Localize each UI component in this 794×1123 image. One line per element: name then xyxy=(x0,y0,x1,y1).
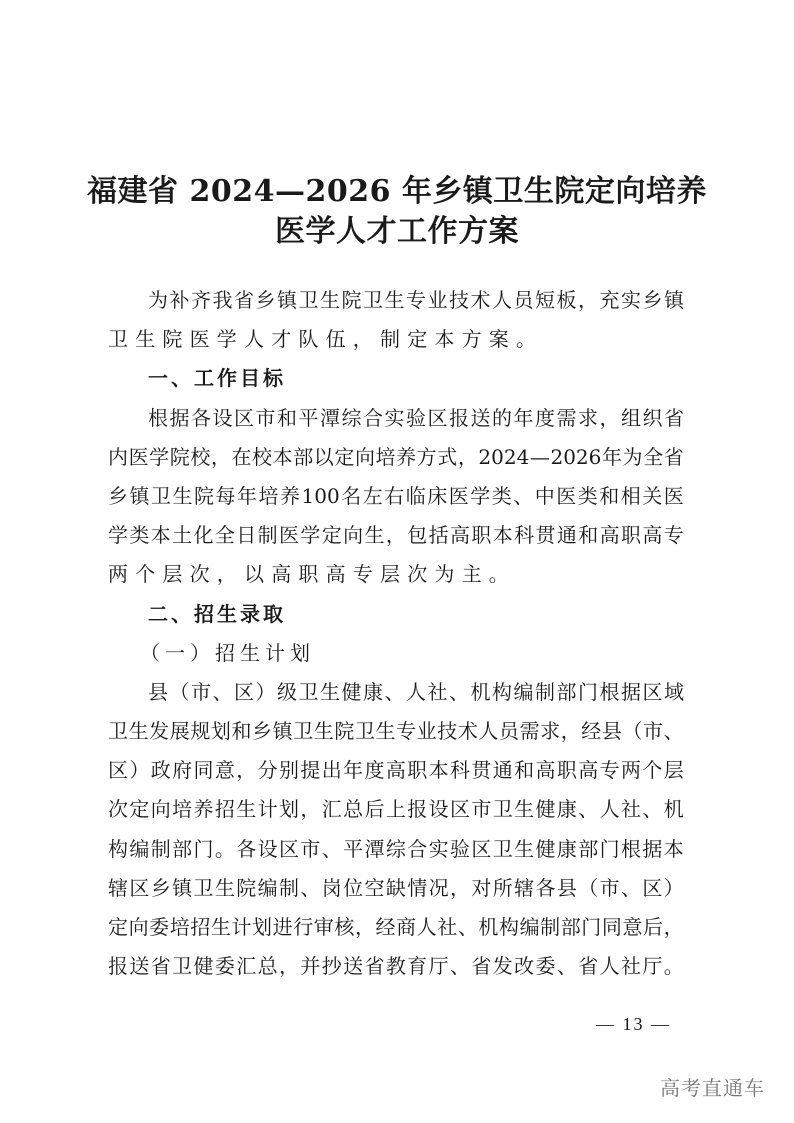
paragraph-line: 乡 镇 卫 生 院 每 年 培 养 100 名 左 右 临 床 医 学 类 、 中 医 类 和 相 关 医 xyxy=(108,483,684,508)
paragraph-line: 构 编 制 部 门 。 各 设 区 市 、 平 潭 综 合 实 验 区 卫 生 健 康 部 门 根 据 本 xyxy=(108,836,684,861)
section-heading-admission: 二、招生录取 xyxy=(148,601,286,626)
page-number: — 13 — xyxy=(596,1014,671,1034)
document-title-line-1: 福建省 2024—2026 年乡镇卫生院定向培养 xyxy=(87,174,707,209)
document-title-line-2: 医学人才工作方案 xyxy=(275,214,519,249)
paragraph-line: 县 （ 市 、 区 ） 级 卫 生 健 康 、 人 社 、 机 构 编 制 部 门 根 据 区 域 xyxy=(148,679,684,704)
paragraph-line: 两个层次，以高职高专层次为主。 xyxy=(108,562,516,587)
intro-line: 卫生院医学人才队伍，制定本方案。 xyxy=(108,327,544,352)
paragraph-line: 定 向 委 培 招 生 计 划 进 行 审 核 ， 经 商 人 社 、 机 构 编 制 部 门 同 意 后 ， xyxy=(108,915,684,939)
paragraph-line: 卫 生 发 展 规 划 和 乡 镇 卫 生 院 卫 生 专 业 技 术 人 员 需 求 ， 经 县 （ 市 、 xyxy=(108,719,684,744)
paragraph-line: 学 类 本 土 化 全 日 制 医 学 定 向 生 ， 包 括 高 职 本 科 贯 通 和 高 职 高 专 xyxy=(108,523,684,548)
paragraph-line: 内 医 学 院 校 ， 在 校 本 部 以 定 向 培 养 方 式 ， 2024 — 2026 年 为 全 省 xyxy=(108,444,684,469)
document-body xyxy=(108,284,684,989)
paragraph-line: 次 定 向 培 养 招 生 计 划 ， 汇 总 后 上 报 设 区 市 卫 生 健 康 、 人 社 、 机 xyxy=(108,797,684,822)
paragraph-line: 报 送 省 卫 健 委 汇 总 ， 并 抄 送 省 教 育 厅 、 省 发 改 委 、 省 人 社 厅 。 xyxy=(108,954,684,979)
section-heading-goals: 一、工作目标 xyxy=(148,366,286,391)
intro-line: 为 补 齐 我 省 乡 镇 卫 生 院 卫 生 专 业 技 术 人 员 短 板 ， 充 实 乡 镇 xyxy=(148,288,684,312)
paragraph-line: 区 ） 政 府 同 意 ， 分 别 提 出 年 度 高 职 本 科 贯 通 和 高 职 高 专 两 个 层 xyxy=(108,758,684,783)
watermark: 高考直通车 xyxy=(660,1076,765,1100)
paragraph-line: 根 据 各 设 区 市 和 平 潭 综 合 实 验 区 报 送 的 年 度 需 求 ， 组 织 省 xyxy=(148,405,684,430)
subsection-heading-plan: （一）招生计划 xyxy=(140,640,315,665)
paragraph-line: 辖 区 乡 镇 卫 生 院 编 制 、 岗 位 空 缺 情 况 ， 对 所 辖 各 县 （ 市 、 区 ） xyxy=(108,875,684,900)
